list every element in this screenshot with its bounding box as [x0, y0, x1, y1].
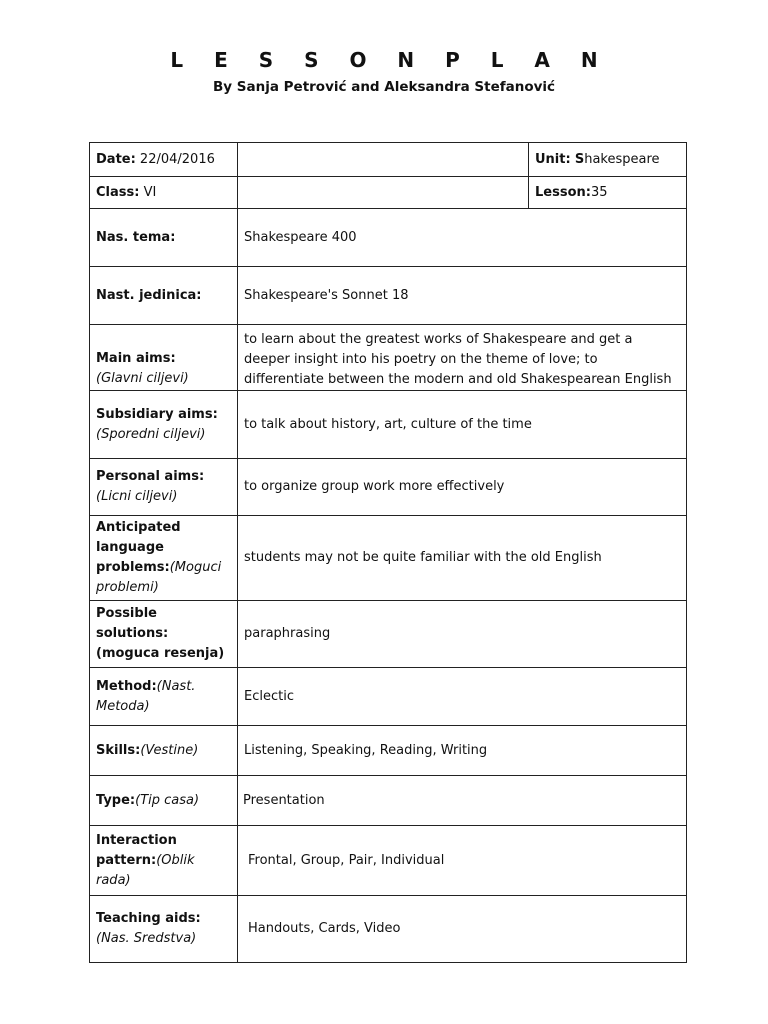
row-label-italic: (Tip casa) [135, 792, 200, 808]
row-label-italic: (Oblik rada) [96, 852, 195, 888]
row-value: paraphrasing [238, 601, 687, 668]
row-label-bold: Anticipated language problems: [96, 520, 181, 575]
row-label-bold: Method: [96, 678, 157, 694]
row-value: Presentation [238, 776, 687, 826]
date-label: Date: [96, 151, 136, 167]
row-value: Eclectic [238, 668, 687, 726]
unit-value-initial: S [574, 151, 585, 167]
row-value: Shakespeare 400 [238, 209, 687, 267]
table-row [90, 267, 687, 325]
row-label-italic: (Vestine) [140, 742, 199, 758]
table-row [90, 459, 687, 516]
lesson-plan-table [89, 142, 687, 963]
table-row [90, 726, 687, 776]
row-label [90, 601, 238, 668]
row-label-bold: Interaction pattern: [96, 832, 177, 868]
table-row [90, 209, 687, 267]
table-row [90, 896, 687, 963]
row-label [90, 826, 238, 896]
table-row-class [90, 177, 687, 209]
row-label [90, 459, 238, 516]
row-label [90, 325, 238, 391]
row-value: Frontal, Group, Pair, Individual [238, 826, 687, 896]
row-value: to learn about the greatest works of Shakespeare and get a deeper insight into his poetry on the theme of love; to differentiate between the modern and old Shakespearean English [238, 325, 687, 391]
lesson-label: Lesson: [535, 184, 591, 200]
authors-line: By Sanja Petrović and Aleksandra Stefanović [212, 79, 556, 95]
class-value: VI [139, 184, 157, 200]
row-label-italic: (Moguci problemi) [96, 560, 222, 595]
table-row [90, 516, 687, 601]
table-row [90, 776, 687, 826]
row-label-bold: Nast. jedinica: [96, 287, 202, 303]
table-row [90, 325, 687, 391]
row-value: Listening, Speaking, Reading, Writing [238, 726, 687, 776]
table-row [90, 826, 687, 896]
row-label-bold: Teaching aids: [96, 911, 201, 926]
row-label [90, 896, 238, 963]
date-cell [90, 143, 238, 177]
row-label-italic: (Nas. Sredstva) [96, 931, 197, 946]
class-label: Class: [96, 184, 140, 200]
unit-label: Unit: [535, 151, 571, 167]
row-label-bold: Main aims: [96, 350, 176, 366]
row-label-bold: Personal aims: [96, 469, 205, 484]
row-label-bold: Type: [96, 792, 136, 808]
row-label-bold: Possible solutions:(moguca resenja) [96, 606, 225, 661]
row-label [90, 776, 238, 826]
row-label [90, 209, 238, 267]
row-label-italic: (Nast. Metoda) [96, 678, 196, 714]
date-value: 22/04/2016 [135, 151, 215, 167]
row-value: Handouts, Cards, Video [238, 896, 687, 963]
empty-cell [238, 177, 529, 209]
row-label-italic: (Sporedni ciljevi) [96, 426, 206, 442]
row-value: students may not be quite familiar with the old English [238, 516, 687, 601]
table-row [90, 668, 687, 726]
document-title: L E S S O N P L A N [170, 48, 610, 72]
class-cell [90, 177, 238, 209]
row-label [90, 267, 238, 325]
unit-cell [529, 143, 687, 177]
row-value: to talk about history, art, culture of the time [238, 391, 687, 459]
table-row-date [90, 143, 687, 177]
row-value: Shakespeare's Sonnet 18 [238, 267, 687, 325]
table-row [90, 391, 687, 459]
empty-cell [238, 143, 529, 177]
lesson-value: 35 [590, 184, 608, 200]
row-label-italic: (Glavni ciljevi) [96, 370, 189, 386]
row-label-bold: Subsidiary aims: [96, 406, 218, 422]
row-label [90, 391, 238, 459]
row-label-italic: (Licni ciljevi) [96, 489, 178, 504]
row-label [90, 668, 238, 726]
table-row [90, 601, 687, 668]
row-label [90, 516, 238, 601]
unit-value-rest: hakespeare [584, 151, 660, 167]
row-label-bold: Skills: [96, 742, 141, 758]
row-label [90, 726, 238, 776]
row-label-bold: Nas. tema: [96, 229, 176, 245]
row-value: to organize group work more effectively [238, 459, 687, 516]
lesson-cell [529, 177, 687, 209]
